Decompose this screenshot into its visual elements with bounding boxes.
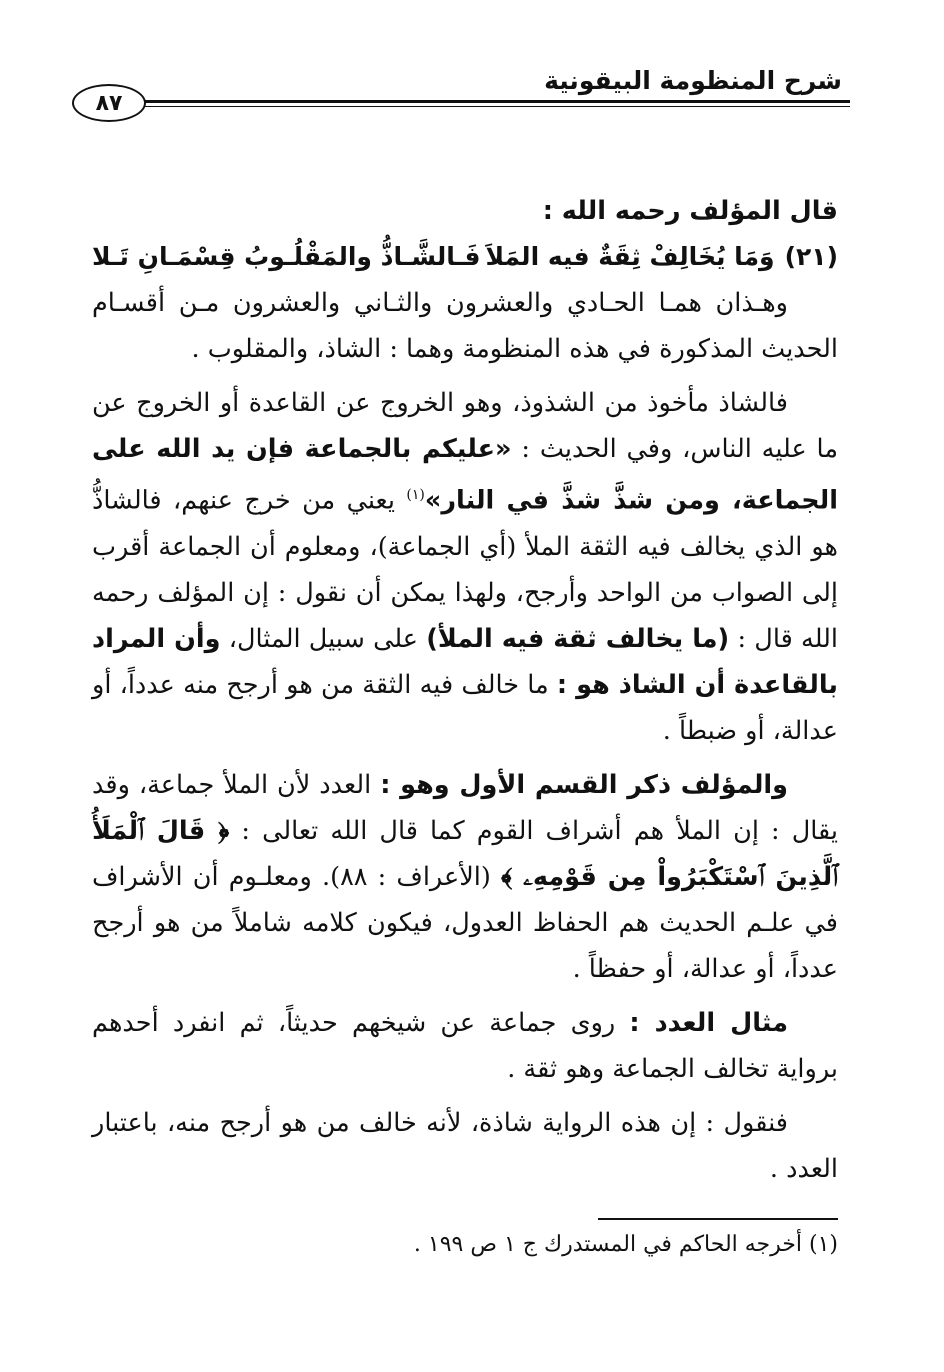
verse-citation: (ما يخالف ثقة فيه الملأ): [426, 623, 730, 654]
verse-first-hemistich: وَمَا يُخَالِفْ ثِقَةٌ فيه المَلاَ: [485, 242, 775, 271]
page-number: ٨٧: [72, 84, 146, 122]
p2-text-g: ما خالف فيه الثقة من هو أرجح منه عدداً، أو عدالة، أو ضبطاً .: [92, 669, 838, 746]
p3-text-c: (الأعراف : ٨٨). ومعلـوم أن الأشراف في علـم الحديث هم الحفاظ العدول، فيكون كلامه شاملاً من هو أرجح عدداً، أو عدالة، أو حفظاً .: [92, 861, 838, 984]
hadith-quote: «عليكم بالجماعة فإن يد الله على الجماعة، ومن شذَّ شذَّ في النار»: [92, 434, 838, 516]
quran-quote: ﴿ قَالَ ٱلْمَلَأُ ٱلَّذِينَ ٱسْتَكْبَرُواْ مِن قَوْمِهِۦ ﴾: [92, 815, 838, 892]
verse-number: (٢١): [784, 242, 838, 271]
p4-text-b: روى جماعة عن شيخهم حديثاً، ثم انفرد أحدهم برواية تخالف الجماعة وهو ثقة .: [92, 1007, 838, 1084]
footnote-ref: (١): [406, 487, 425, 503]
intro-line: قال المؤلف رحمه الله :: [542, 196, 838, 226]
paragraph-5: فنقول : إن هذه الرواية شاذة، لأنه خالف من هو أرجح منه، باعتبار العدد .: [92, 1107, 838, 1184]
footnote: (١) أخرجه الحاكم في المستدرك ج ١ ص ١٩٩ .: [413, 1232, 838, 1257]
poem-verse: [92, 234, 838, 280]
example-heading: مثال العدد :: [629, 1007, 788, 1038]
paragraph-1: وهـذان همـا الحـادي والعشرون والثـاني والعشرون مـن أقسـام الحديث المذكورة في هذه المنظومة وهما : الشاذ، والمقلوب .: [92, 288, 838, 364]
book-title: شرح المنظومة البيقونية: [544, 66, 842, 95]
footnote-divider: [598, 1218, 838, 1220]
paragraph-4: [92, 1000, 838, 1092]
header-rule-thin: [138, 106, 850, 107]
p2-text-c: يعني من خرج عنهم، فالشاذُّ هو الذي يخالف فيه الثقة الملأ (أي الجماعة)، ومعلوم أن الجماعة أقرب إلى الصواب من الواحد وأرجح، ولهذا يمكن أن نقول : إن المؤلف رحمه الله قال :: [92, 485, 838, 654]
paragraph-2: [92, 380, 838, 754]
p2-text-e: على سبيل المثال،: [220, 623, 427, 654]
p2-text-a: فالشاذ مأخوذ من الشذوذ، وهو الخروج عن القاعدة أو الخروج عن ما عليه الناس، وفي الحديث :: [92, 388, 838, 464]
paragraph-3: [92, 762, 838, 992]
verse-first-part: [485, 234, 838, 280]
definition-heading: وأن المراد بالقاعدة أن الشاذ هو :: [92, 623, 838, 700]
p3-text-b: العدد لأن الملأ جماعة، وقد يقال : إن الملأ هم أشراف القوم كما قال الله تعالى :: [92, 769, 838, 846]
header-rule-thick: [138, 100, 850, 103]
p3-heading: والمؤلف ذكر القسم الأول وهو :: [380, 769, 788, 800]
body-text: [92, 188, 838, 1192]
verse-second-hemistich: فَـالشَّـاذُّ والمَقْلُـوبُ قِسْمَـانِ تَـلا: [92, 242, 481, 271]
running-header: [70, 60, 850, 130]
